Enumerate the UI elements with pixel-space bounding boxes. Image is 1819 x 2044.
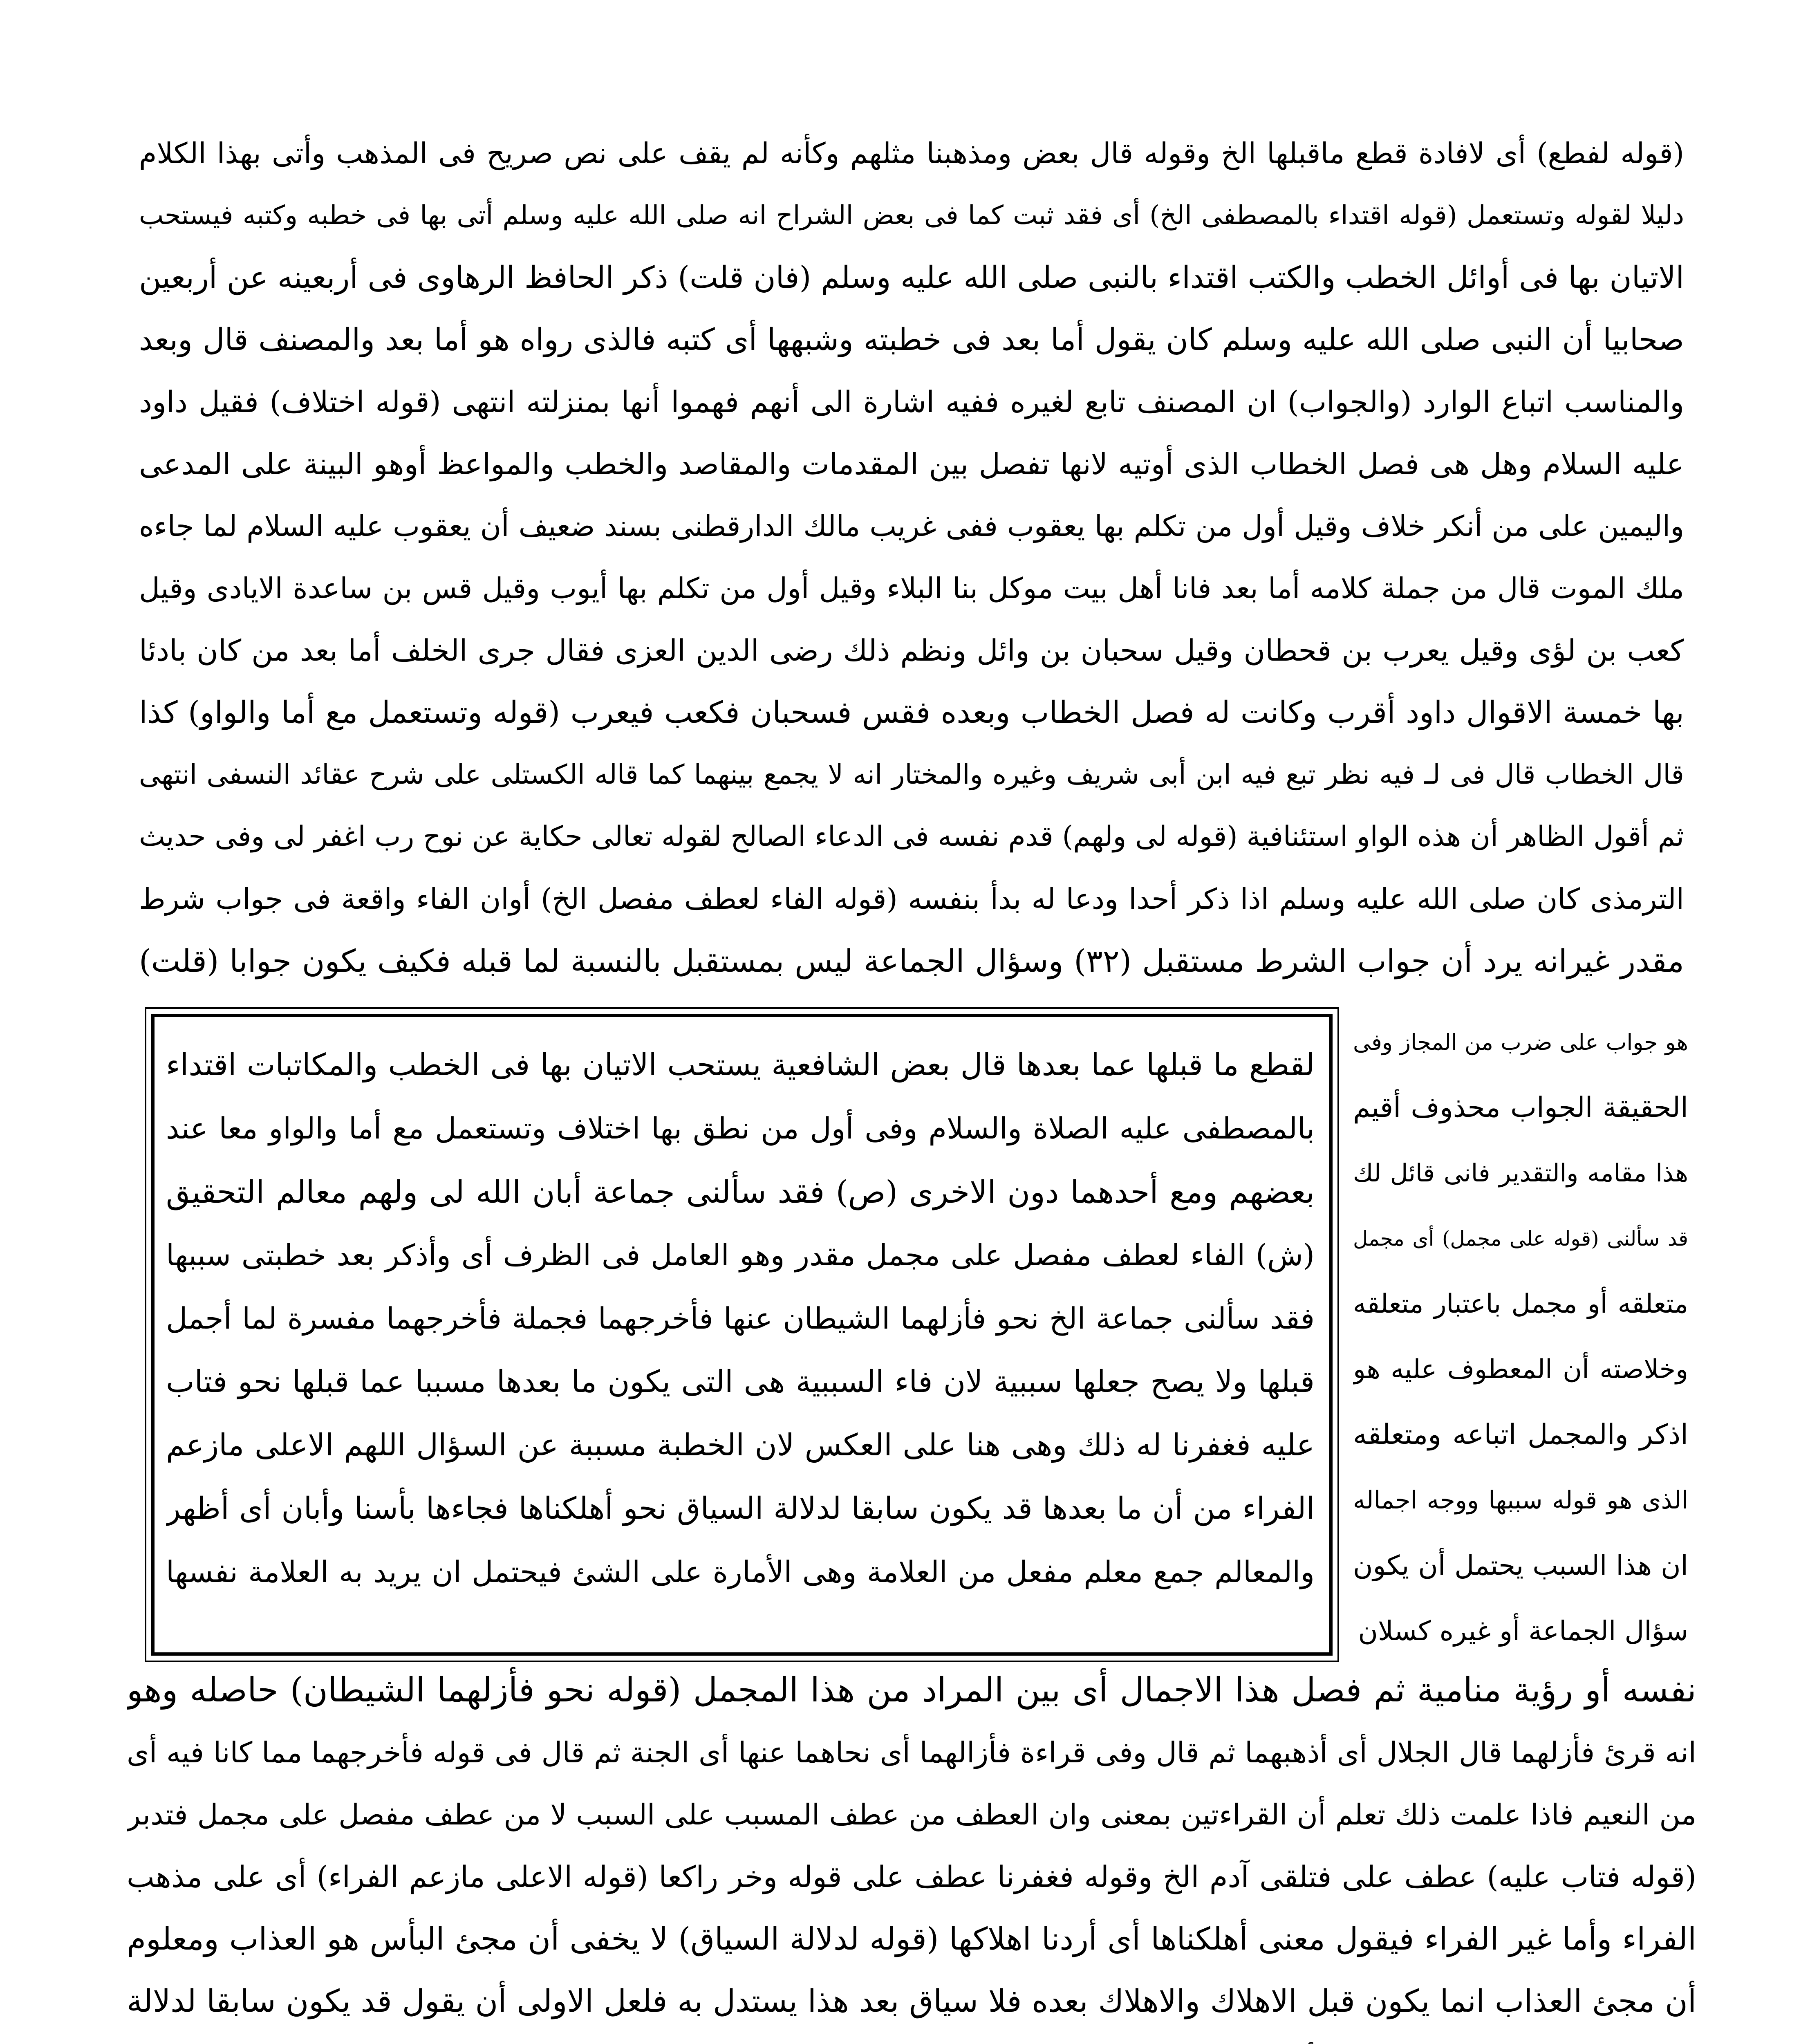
text-line: (قوله فتاب عليه) عطف على فتلقى آدم الخ وقوله فغفرنا عطف على قوله وخر راكعا (قوله الاعلى مازعم الفراء) أى على مذهب bbox=[127, 1860, 1696, 1894]
boxed-main-text bbox=[151, 1014, 1333, 1656]
boxed-text-line: الفراء من أن ما بعدها قد يكون سابقا لدلالة السياق نحو أهلكناها فجاءها بأسنا وأبان أى أظهر bbox=[166, 1491, 1315, 1526]
side-commentary-line: هو جواب على ضرب من المجاز وفى bbox=[1353, 1029, 1688, 1055]
text-line: كعب بن لؤى وقيل يعرب بن قحطان وقيل سحبان بن وائل ونظم ذلك رضى الدين العزى فقال جرى الخلف أما بعد من كان بادئا bbox=[139, 633, 1684, 668]
side-commentary-line: الذى هو قوله سببها ووجه اجماله bbox=[1353, 1486, 1688, 1515]
text-line: بها خمسة الاقوال داود أقرب وكانت له فصل الخطاب وبعده فقس فسحبان فكعب فيعرب (قوله وتستعمل مع أما والواو) كذا bbox=[139, 695, 1684, 730]
side-commentary-line: قد سألنى (قوله على مجمل) أى مجمل bbox=[1353, 1227, 1688, 1251]
text-line: واليمين على من أنكر خلاف وقيل أول من تكلم بها يعقوب ففى غريب مالك الدارقطنى بسند ضعيف أن يعقوب عليه السلام لما جاءه bbox=[139, 509, 1684, 543]
text-line: نفسه أو رؤية منامية ثم فصل هذا الاجمال أى بين المراد من هذا المجمل (قوله نحو فأزلهما الشيطان) حاصله وهو bbox=[127, 1671, 1696, 1710]
side-commentary-line: سؤال الجماعة أو غيره كسلان bbox=[1358, 1615, 1688, 1647]
boxed-text-line: (ش) الفاء لعطف مفصل على مجمل مقدر وهو العامل فى الظرف أى وأذكر بعد خطبتى سببها bbox=[166, 1238, 1315, 1272]
side-commentary-line: ان هذا السبب يحتمل أن يكون bbox=[1353, 1550, 1688, 1581]
text-line: ثم أقول الظاهر أن هذه الواو استئنافية (قوله لى ولهم) قدم نفسه فى الدعاء الصالح لقوله تعالى حكاية عن نوح رب اغفر لى وفى حديث bbox=[139, 820, 1684, 853]
text-line: الترمذى كان صلى الله عليه وسلم اذا ذكر أحدا ودعا له بدأ بنفسه (قوله الفاء لعطف مفصل الخ) أوان الفاء واقعة فى جواب شرط bbox=[139, 882, 1684, 916]
side-commentary-line: وخلاصته أن المعطوف عليه هو bbox=[1353, 1354, 1688, 1385]
text-line: عليه السلام وهل هى فصل الخطاب الذى أوتيه لانها تفصل بين المقدمات والمقاصد والخطب والمواعظ أوهو البينة على المدعى bbox=[139, 447, 1684, 481]
text-line: قال الخطاب قال فى لـ فيه نظر تبع فيه ابن أبى شريف وغيره والمختار انه لا يجمع بينهما كما قاله الكستلى على شرح عقائد النسفى انتهى bbox=[139, 759, 1684, 790]
side-commentary-line: هذا مقامه والتقدير فانى قائل لك bbox=[1353, 1159, 1688, 1188]
boxed-text-line: لقطع ما قبلها عما بعدها قال بعض الشافعية يستحب الاتيان بها فى الخطب والمكاتبات اقتداء bbox=[166, 1047, 1315, 1083]
text-line-with-page-number: مقدر غيرانه يرد أن جواب الشرط مستقبل (٣٢) وسؤال الجماعة ليس بمستقبل بالنسبة لما قبله فكيف يكون جوابا (قلت) bbox=[139, 943, 1684, 979]
text-line: (قوله لفطع) أى لافادة قطع ماقبلها الخ وقوله قال بعض ومذهبنا مثلهم وكأنه لم يقف على نص صريح فى المذهب وأتى بهذا الكلام bbox=[139, 137, 1684, 170]
text-line: دليلا لقوله وتستعمل (قوله اقتداء بالمصطفى الخ) أى فقد ثبت كما فى بعض الشراح انه صلى الله عليه وسلم أتى بها فى خطبه وكتبه فيستحب bbox=[139, 200, 1684, 231]
text-line: انه قرئ فأزلهما قال الجلال أى أذهبهما ثم قال وفى قراءة فأزالهما أى نحاهما عنها أى الجنة ثم قال فى قوله فأخرجهما مما كانا فيه أى bbox=[127, 1736, 1696, 1769]
text-line: أن مجئ العذاب انما يكون قبل الاهلاك والاهلاك بعده فلا سياق بعد هذا يستدل به فلعل الاولى أن يقول قد يكون سابقا لدلالة bbox=[127, 1983, 1696, 2019]
text-line: من النعيم فاذا علمت ذلك تعلم أن القراءتين بمعنى وان العطف من عطف المسبب على السبب لا من عطف مفصل على مجمل فتدبر bbox=[127, 1798, 1696, 1831]
text-line: الفراء وأما غير الفراء فيقول معنى أهلكناها أى أردنا اهلاكها (قوله لدلالة السياق) لا يخفى أن مجئ البأس هو العذاب ومعلوم bbox=[127, 1921, 1696, 1957]
side-commentary-line: اذكر والمجمل اتباعه ومتعلقه bbox=[1353, 1419, 1688, 1451]
boxed-text-line: فقد سألنى جماعة الخ نحو فأزلهما الشيطان عنها فأخرجهما فجملة فأخرجهما مفسرة لما أجمل bbox=[166, 1301, 1315, 1336]
boxed-text-line: عليه فغفرنا له ذلك وهى هنا على العكس لان الخطبة مسببة عن السؤال اللهم الاعلى مازعم bbox=[166, 1428, 1315, 1463]
text-line: والمناسب اتباع الوارد (والجواب) ان المصنف تابع لغيره ففيه اشارة الى أنهم فهموا أنها بمنزلته انتهى (قوله اختلاف) فقيل داود bbox=[139, 385, 1684, 419]
text-line bbox=[127, 2033, 1696, 2044]
side-commentary-line: الحقيقة الجواب محذوف أقيم bbox=[1353, 1091, 1688, 1124]
side-commentary-line: متعلقه أو مجمل باعتبار متعلقه bbox=[1353, 1289, 1688, 1319]
boxed-text-line: والمعالم جمع معلم مفعل من العلامة وهى الأمارة على الشئ فيحتمل ان يريد به العلامة نفسها bbox=[166, 1555, 1315, 1589]
text-line: ملك الموت قال من جملة كلامه أما بعد فانا أهل بيت موكل بنا البلاء وقيل أول من تكلم بها أيوب وقيل قس بن ساعدة الايادى وقيل bbox=[139, 572, 1684, 605]
boxed-text-line: قبلها ولا يصح جعلها سببية لان فاء السببية هى التى يكون ما بعدها مسببا عما قبلها نحو فتاب bbox=[166, 1364, 1315, 1399]
text-line: الاتيان بها فى أوائل الخطب والكتب اقتداء بالنبى صلى الله عليه وسلم (فان قلت) ذكر الحافظ الرهاوى فى أربعينه عن أربعين bbox=[139, 260, 1684, 295]
boxed-text-line: بالمصطفى عليه الصلاة والسلام وفى أول من نطق بها اختلاف وتستعمل مع أما والواو معا عند bbox=[166, 1111, 1315, 1145]
text-line: صحابيا أن النبى صلى الله عليه وسلم كان يقول أما بعد فى خطبته وشبهها أى كتبه فالذى رواه هو أما بعد والمصنف قال وبعد bbox=[139, 322, 1684, 357]
boxed-text-line: بعضهم ومع أحدهما دون الاخرى (ص) فقد سألنى جماعة أبان الله لى ولهم معالم التحقيق bbox=[166, 1174, 1315, 1210]
